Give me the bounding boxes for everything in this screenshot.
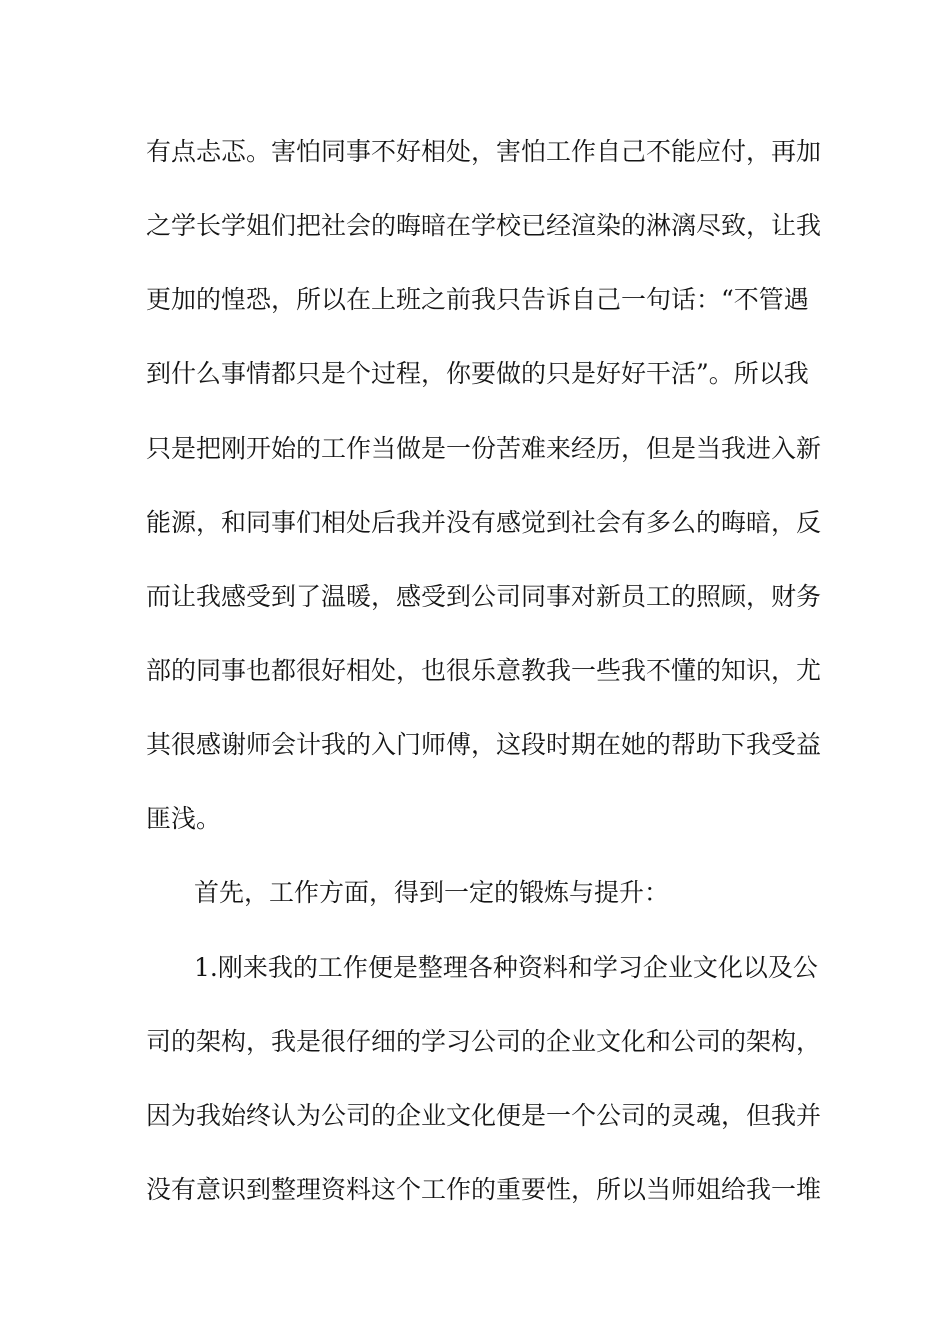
section-heading-line: 首先，工作方面，得到一定的锻炼与提升： [194,878,670,907]
text-line: 部的同事也都很好相处，也很乐意教我一些我不懂的知识，尤 [146,656,822,685]
text-line: 能源，和同事们相处后我并没有感觉到社会有多么的晦暗，反 [146,508,822,537]
text-line: 之学长学姐们把社会的晦暗在学校已经渲染的淋漓尽致，让我 [146,211,822,240]
text-line: 其很感谢师会计我的入门师傅，这段时期在她的帮助下我受益 [146,730,822,759]
text-line: 到什么事情都只是个过程，你要做的只是好好干活”。所以我 [146,359,809,388]
text-line: 没有意识到整理资料这个工作的重要性，所以当师姐给我一堆 [146,1175,822,1204]
text-line: 只是把刚开始的工作当做是一份苦难来经历，但是当我进入新 [146,434,822,463]
text-line: 而让我感受到了温暖，感受到公司同事对新员工的照顾，财务 [146,582,822,611]
text-line: 有点忐忑。害怕同事不好相处，害怕工作自己不能应付，再加 [146,137,822,166]
text-line: 因为我始终认为公司的企业文化便是一个公司的灵魂，但我并 [146,1101,822,1130]
text-line: 司的架构，我是很仔细的学习公司的企业文化和公司的架构， [146,1027,822,1056]
text-line: 更加的惶恐，所以在上班之前我只告诉自己一句话：“不管遇 [146,285,809,314]
text-line: 匪浅。 [146,804,222,833]
list-item-line: 1.刚来我的工作便是整理各种资料和学习企业文化以及公 [194,953,818,982]
